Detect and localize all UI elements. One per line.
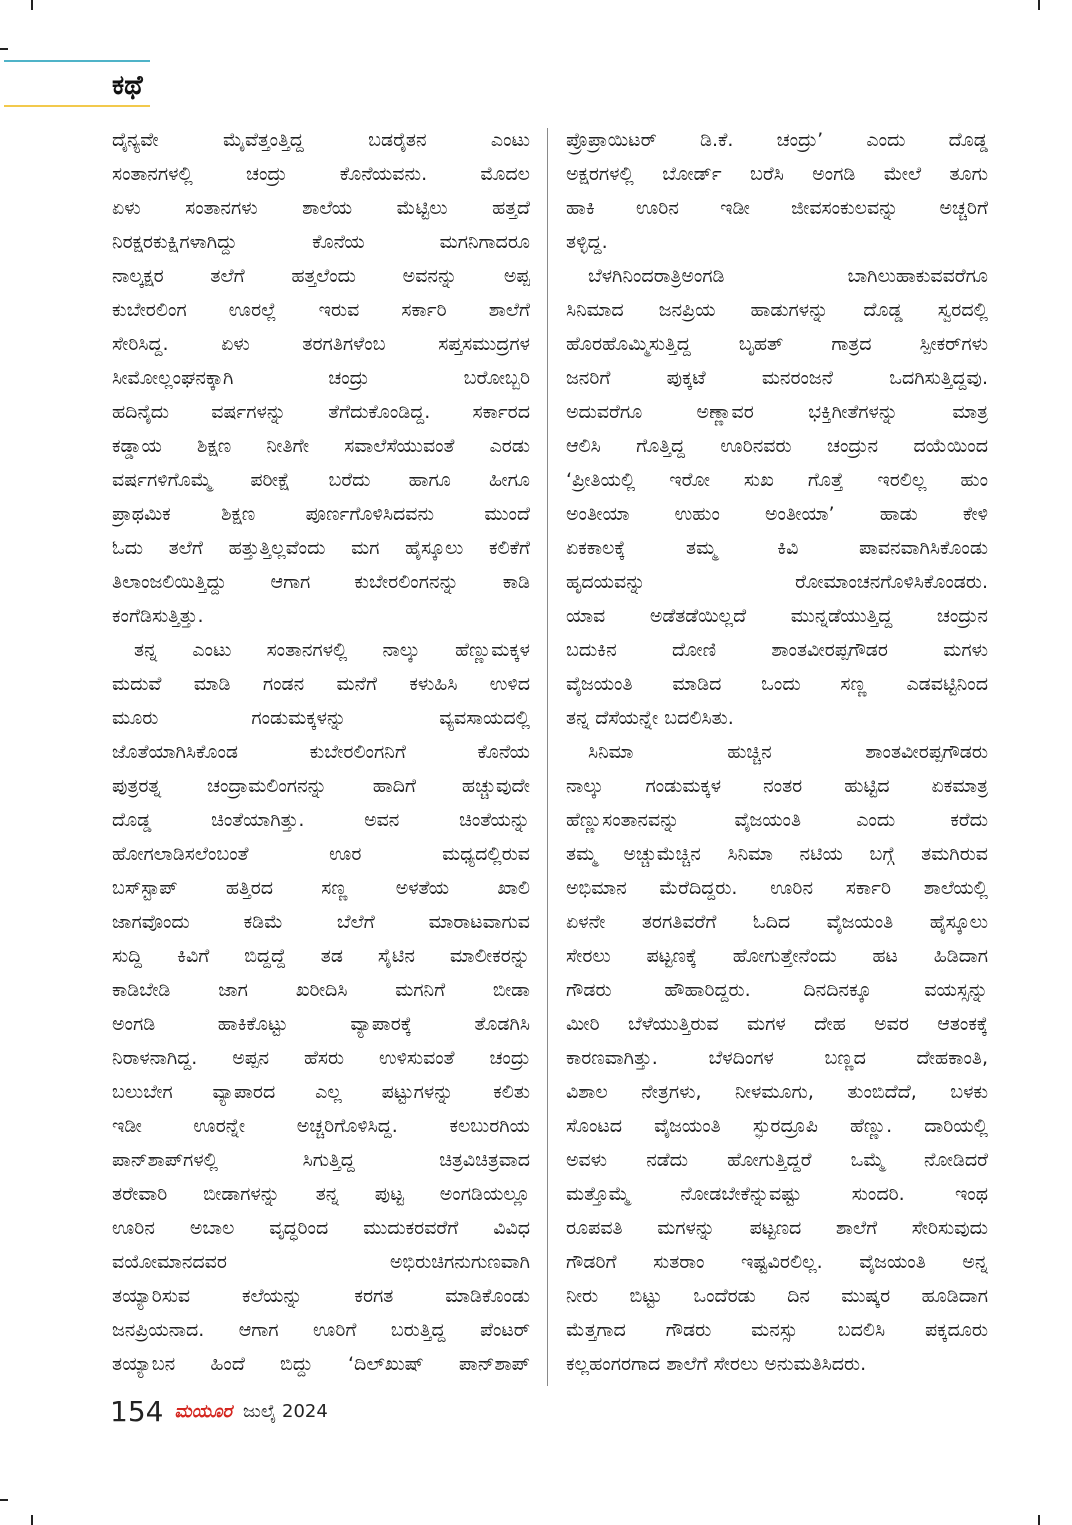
text-line: ಸೇರಲು ಪಟ್ಟಣಕ್ಕೆ ಹೋಗುತ್ತೇನೆಂದು ಹಟ ಹಿಡಿದಾಗ — [566, 945, 988, 967]
text-line: ಯಾವ ಅಡೆತಡೆಯಿಲ್ಲದೆ ಮುನ್ನಡೆಯುತ್ತಿದ್ದ ಚಂದ್ರುನ — [566, 605, 988, 627]
text-line: ಓದು ತಲೆಗೆ ಹತ್ತುತ್ತಿಲ್ಲವೆಂದು ಮಗ ಹೈಸ್ಕೂಲು ಕಲಿಕೆಗೆ — [112, 537, 530, 559]
paragraph — [566, 735, 988, 1381]
text-line: ಸಂತಾನಗಳಲ್ಲಿ ಚಂದ್ರು ಕೊನೆಯವನು. ಮೊದಲ — [112, 163, 530, 185]
paragraph — [112, 633, 530, 1381]
text-line: ಜನಪ್ರಿಯನಾದ. ಆಗಾಗ ಊರಿಗೆ ಬರುತ್ತಿದ್ದ ಪೆಂಟರ್ — [112, 1319, 530, 1341]
paragraph — [566, 259, 988, 735]
text-line: ಏಳು ಸಂತಾನಗಳು ಶಾಲೆಯ ಮೆಟ್ಟಿಲು ಹತ್ತದೆ — [112, 197, 530, 219]
text-line: ತಳ್ಳಿದ್ದ. — [566, 231, 608, 253]
text-line: ಹಾಕಿ ಊರಿನ ಇಡೀ ಜೀವಸಂಕುಲವನ್ನು ಅಚ್ಚರಿಗೆ — [566, 197, 988, 219]
text-line: ಹೃದಯವನ್ನು ರೋಮಾಂಚನಗೊಳಿಸಿಕೊಂಡರು. — [566, 571, 988, 593]
text-line: ನಿರಾಳನಾಗಿದ್ದ. ಅಪ್ಪನ ಹೆಸರು ಉಳಿಸುವಂತೆ ಚಂದ್ರು — [112, 1047, 530, 1069]
text-line: ಕುಬೇರಲಿಂಗ ಊರಲ್ಲೆ ಇರುವ ಸರ್ಕಾರಿ ಶಾಲೆಗೆ — [112, 299, 530, 321]
text-line: ಆಲಿಸಿ ಗೊತ್ತಿದ್ದ ಊರಿನವರು ಚಂದ್ರುನ ದಯೆಯಿಂದ — [566, 435, 988, 457]
text-line: ಹೊರಹೊಮ್ಮಿಸುತ್ತಿದ್ದ ಬೃಹತ್ ಗಾತ್ರದ ಸ್ಪೀಕರ್‌ಗಳು — [566, 333, 988, 355]
text-line: ನೀರು ಬಿಟ್ಟು ಒಂದೆರಡು ದಿನ ಮುಷ್ಕರ ಹೂಡಿದಾಗ — [566, 1285, 988, 1307]
left-column — [112, 123, 530, 1381]
text-line: ಸಿನಿಮಾ ಹುಚ್ಚಿನ ಶಾಂತವೀರಪ್ಪಗೌಡರು — [588, 741, 988, 763]
text-line: ಏಕಕಾಲಕ್ಕೆ ತಮ್ಮ ಕಿವಿ ಪಾವನವಾಗಿಸಿಕೊಂಡು — [566, 537, 988, 559]
text-line: ಜನರಿಗೆ ಪುಕ್ಕಟೆ ಮನರಂಜನೆ ಒದಗಿಸುತ್ತಿದ್ದವು. — [566, 367, 988, 389]
text-line: ಬೆಳಗಿನಿಂದರಾತ್ರಿಅಂಗಡಿ ಬಾಗಿಲುಹಾಕುವವರೆಗೂ — [588, 265, 988, 287]
text-line: ಊರಿನ ಅಬಾಲ ವೃದ್ಧರಿಂದ ಮುದುಕರವರೆಗೆ ವಿವಿಧ — [112, 1217, 530, 1239]
text-line: ಮತ್ತೊಮ್ಮೆ ನೋಡಬೇಕೆನ್ನುವಷ್ಟು ಸುಂದರಿ. ಇಂಥ — [566, 1183, 988, 1205]
text-line: ಕಲ್ಲಹಂಗರಗಾದ ಶಾಲೆಗೆ ಸೇರಲು ಅನುಮತಿಸಿದರು. — [566, 1353, 867, 1375]
text-line: ಗೌಡರಿಗೆ ಸುತರಾಂ ಇಷ್ಟವಿರಲಿಲ್ಲ. ವೈಜಯಂತಿ ಅನ್ನ — [566, 1251, 988, 1273]
text-line: ತಯ್ಯಾಬನ ಹಿಂದೆ ಬಿದ್ದು ‘ದಿಲ್‌ಖುಷ್ ಪಾನ್‌ಶಾಪ್ — [112, 1353, 530, 1375]
text-line: ಜಾಗವೊಂದು ಕಡಿಮೆ ಬೆಲೆಗೆ ಮಾರಾಟವಾಗುವ — [112, 911, 530, 933]
text-line: ರೂಪವತಿ ಮಗಳನ್ನು ಪಟ್ಟಣದ ಶಾಲೆಗೆ ಸೇರಿಸುವುದು — [566, 1217, 988, 1239]
text-line: ತಮ್ಮ ಅಚ್ಚುಮೆಚ್ಚಿನ ಸಿನಿಮಾ ನಟಿಯ ಬಗ್ಗೆ ತಮಗಿರುವ — [566, 843, 988, 865]
text-line: ಅಂತೀಯಾ ಉಹುಂ ಅಂತೀಯಾ’ ಹಾಡು ಕೇಳಿ — [566, 503, 988, 525]
text-line: ಸೀಮೋಲ್ಲಂಘನಕ್ಕಾಗಿ ಚಂದ್ರು ಬರೋಬ್ಬರಿ — [112, 367, 530, 389]
text-line: ಪ್ರಾಥಮಿಕ ಶಿಕ್ಷಣ ಪೂರ್ಣಗೊಳಿಸಿದವನು ಮುಂದೆ — [112, 503, 530, 525]
text-line: ಪುತ್ರರತ್ನ ಚಂದ್ರಾಮಲಿಂಗನನ್ನು ಹಾದಿಗೆ ಹಚ್ಚುವುದೇ — [112, 775, 530, 797]
right-column — [566, 123, 988, 1381]
text-line: ಸಿನಿಮಾದ ಜನಪ್ರಿಯ ಹಾಡುಗಳನ್ನು ದೊಡ್ಡ ಸ್ವರದಲ್ಲಿ — [566, 299, 988, 321]
text-line: ಅಕ್ಷರಗಳಲ್ಲಿ ಬೋರ್ಡ್ ಬರೆಸಿ ಅಂಗಡಿ ಮೇಲೆ ತೂಗು — [566, 163, 988, 185]
text-line: ಕಡ್ಡಾಯ ಶಿಕ್ಷಣ ನೀತಿಗೇ ಸವಾಲೆಸೆಯುವಂತೆ ಎರಡು — [112, 435, 530, 457]
magazine-logo: ಮಯೂರ — [174, 1401, 232, 1422]
page-number: 154 — [110, 1395, 164, 1428]
text-line: ಅಭಿಮಾನ ಮೆರೆದಿದ್ದರು. ಊರಿನ ಸರ್ಕಾರಿ ಶಾಲೆಯಲ್ಲಿ — [566, 877, 988, 899]
text-line: ತನ್ನ ದೆಸೆಯನ್ನೇ ಬದಲಿಸಿತು. — [566, 707, 734, 729]
text-line: ನಾಲ್ಕು ಗಂಡುಮಕ್ಕಳ ನಂತರ ಹುಟ್ಟಿದ ಏಕಮಾತ್ರ — [566, 775, 988, 797]
text-line: ಪಾನ್‌ಶಾಪ್‌ಗಳಲ್ಲಿ ಸಿಗುತ್ತಿದ್ದ ಚಿತ್ರವಿಚಿತ್ರವಾದ — [112, 1149, 530, 1171]
text-line: ತರೇವಾರಿ ಬೀಡಾಗಳನ್ನು ತನ್ನ ಪುಟ್ಟ ಅಂಗಡಿಯಲ್ಲೂ — [112, 1183, 530, 1205]
text-line: ‘ಪ್ರೀತಿಯಲ್ಲಿ ಇರೋ ಸುಖ ಗೊತ್ತೆ ಇರಲಿಲ್ಲ ಹುಂ — [566, 469, 988, 491]
text-line: ನಾಲ್ಕಕ್ಷರ ತಲೆಗೆ ಹತ್ತಲೆಂದು ಅವನನ್ನು ಅಪ್ಪ — [112, 265, 530, 287]
text-line: ಸೊಂಟದ ವೈಜಯಂತಿ ಸ್ಫುರದ್ರೂಪಿ ಹೆಣ್ಣು. ದಾರಿಯಲ್ಲಿ — [566, 1115, 988, 1137]
header-rule-bottom — [4, 105, 150, 107]
text-line: ಏಳನೇ ತರಗತಿವರೆಗೆ ಓದಿದ ವೈಜಯಂತಿ ಹೈಸ್ಕೂಲು — [566, 911, 988, 933]
text-line: ಕಂಗೆಡಿಸುತ್ತಿತ್ತು. — [112, 605, 204, 627]
crop-mark — [0, 1499, 8, 1501]
text-line: ತಿಲಾಂಜಲಿಯಿತ್ತಿದ್ದು ಆಗಾಗ ಕುಬೇರಲಿಂಗನನ್ನು ಕಾಡಿ — [112, 571, 530, 593]
text-line: ಬಸ್‌ಸ್ಟಾಪ್ ಹತ್ತಿರದ ಸಣ್ಣ ಅಳತೆಯ ಖಾಲಿ — [112, 877, 530, 899]
paragraph — [112, 123, 530, 633]
paragraph — [566, 123, 988, 259]
text-line: ಅವಳು ನಡೆದು ಹೋಗುತ್ತಿದ್ದರೆ ಒಮ್ಮೆ ನೋಡಿದರೆ — [566, 1149, 988, 1171]
text-line: ಸೇರಿಸಿದ್ದ. ಏಳು ತರಗತಿಗಳೆಂಬ ಸಪ್ತಸಮುದ್ರಗಳ — [112, 333, 530, 355]
text-line: ಕಾರಣವಾಗಿತ್ತು. ಬೆಳದಿಂಗಳ ಬಣ್ಣದ ದೇಹಕಾಂತಿ, — [566, 1047, 988, 1069]
crop-mark — [1038, 0, 1040, 10]
header-rule-top — [4, 60, 150, 62]
text-line: ಗೌಡರು ಹೌಹಾರಿದ್ದರು. ದಿನದಿನಕ್ಕೂ ವಯಸ್ಸನ್ನು — [566, 979, 988, 1001]
page-footer — [110, 1392, 328, 1432]
text-line: ಇಡೀ ಊರನ್ನೇ ಅಚ್ಚರಿಗೊಳಿಸಿದ್ದ. ಕಲಬುರಗಿಯ — [112, 1115, 530, 1137]
text-line: ಹದಿನೈದು ವರ್ಷಗಳನ್ನು ತೆಗೆದುಕೊಂಡಿದ್ದ. ಸರ್ಕಾರದ — [112, 401, 530, 423]
column-divider — [547, 128, 548, 1386]
text-line: ಸುದ್ದಿ ಕಿವಿಗೆ ಬಿದ್ದದ್ದೆ ತಡ ಸೈಟಿನ ಮಾಲೀಕರನ್ನು — [112, 945, 530, 967]
text-line: ತಯ್ಯಾರಿಸುವ ಕಲೆಯನ್ನು ಕರಗತ ಮಾಡಿಕೊಂಡು — [112, 1285, 530, 1307]
text-line: ಪ್ರೊಪ್ರಾಯಿಟರ್ ಡಿ.ಕೆ. ಚಂದ್ರು’ ಎಂದು ದೊಡ್ಡ — [566, 129, 988, 151]
text-line: ಹೆಣ್ಣುಸಂತಾನವನ್ನು ವೈಜಯಂತಿ ಎಂದು ಕರೆದು — [566, 809, 988, 831]
section-title: ಕಥೆ — [112, 70, 143, 101]
text-line: ಬಲುಬೇಗ ವ್ಯಾಪಾರದ ಎಲ್ಲ ಪಟ್ಟುಗಳನ್ನು ಕಲಿತು — [112, 1081, 530, 1103]
text-line: ಮೂರು ಗಂಡುಮಕ್ಕಳನ್ನು ವ್ಯವಸಾಯದಲ್ಲಿ — [112, 707, 530, 729]
crop-mark — [31, 0, 33, 10]
text-line: ಮದುವೆ ಮಾಡಿ ಗಂಡನ ಮನೆಗೆ ಕಳುಹಿಸಿ ಉಳಿದ — [112, 673, 530, 695]
text-line: ವೈಜಯಂತಿ ಮಾಡಿದ ಒಂದು ಸಣ್ಣ ಎಡವಟ್ಟಿನಿಂದ — [566, 673, 988, 695]
crop-mark — [0, 48, 8, 50]
issue-date: ಜುಲೈ 2024 — [243, 1401, 328, 1422]
text-line: ದೈನ್ಯವೇ ಮೈವೆತ್ತಂತ್ತಿದ್ದ ಬಡರೈತನ ಎಂಟು — [112, 129, 530, 151]
text-line: ವಿಶಾಲ ನೇತ್ರಗಳು, ನೀಳಮೂಗು, ತುಂಬಿದೆದೆ, ಬಳಕು — [566, 1081, 988, 1103]
text-line: ಮೆತ್ತಗಾದ ಗೌಡರು ಮನಸ್ಸು ಬದಲಿಸಿ ಪಕ್ಕದೂರು — [566, 1319, 988, 1341]
text-line: ವಯೋಮಾನದವರ ಅಭಿರುಚಿಗನುಗುಣವಾಗಿ — [112, 1251, 530, 1273]
text-line: ತನ್ನ ಎಂಟು ಸಂತಾನಗಳಲ್ಲಿ ನಾಲ್ಕು ಹೆಣ್ಣುಮಕ್ಕಳ — [134, 639, 530, 661]
text-line: ಬದುಕಿನ ದೋಣಿ ಶಾಂತವೀರಪ್ಪಗೌಡರ ಮಗಳು — [566, 639, 988, 661]
text-line: ಮೀರಿ ಬೆಳೆಯುತ್ತಿರುವ ಮಗಳ ದೇಹ ಅವರ ಆತಂಕಕ್ಕೆ — [566, 1013, 988, 1035]
crop-mark — [1038, 1515, 1040, 1525]
text-line: ಹೋಗಲಾಡಿಸಲೆಂಬಂತೆ ಊರ ಮಧ್ಯದಲ್ಲಿರುವ — [112, 843, 530, 865]
text-line: ದೊಡ್ಡ ಚಿಂತೆಯಾಗಿತ್ತು. ಅವನ ಚಿಂತೆಯನ್ನು — [112, 809, 530, 831]
text-line: ಜೊತೆಯಾಗಿಸಿಕೊಂಡ ಕುಬೇರಲಿಂಗನಿಗೆ ಕೊನೆಯ — [112, 741, 530, 763]
crop-mark — [31, 1515, 33, 1525]
text-line: ಅಂಗಡಿ ಹಾಕಿಕೊಟ್ಟು ವ್ಯಾಪಾರಕ್ಕೆ ತೊಡಗಿಸಿ — [112, 1013, 530, 1035]
text-line: ವರ್ಷಗಳಿಗೊಮ್ಮೆ ಪರೀಕ್ಷೆ ಬರೆದು ಹಾಗೂ ಹೀಗೂ — [112, 469, 530, 491]
text-line: ನಿರಕ್ಷರಕುಕ್ಷಿಗಳಾಗಿದ್ದು ಕೊನೆಯ ಮಗನಿಗಾದರೂ — [112, 231, 530, 253]
text-line: ಕಾಡಿಬೇಡಿ ಜಾಗ ಖರೀದಿಸಿ ಮಗನಿಗೆ ಬೀಡಾ — [112, 979, 530, 1001]
text-line: ಅದುವರೆಗೂ ಅಣ್ಣಾವರ ಭಕ್ತಿಗೀತೆಗಳನ್ನು ಮಾತ್ರ — [566, 401, 988, 423]
